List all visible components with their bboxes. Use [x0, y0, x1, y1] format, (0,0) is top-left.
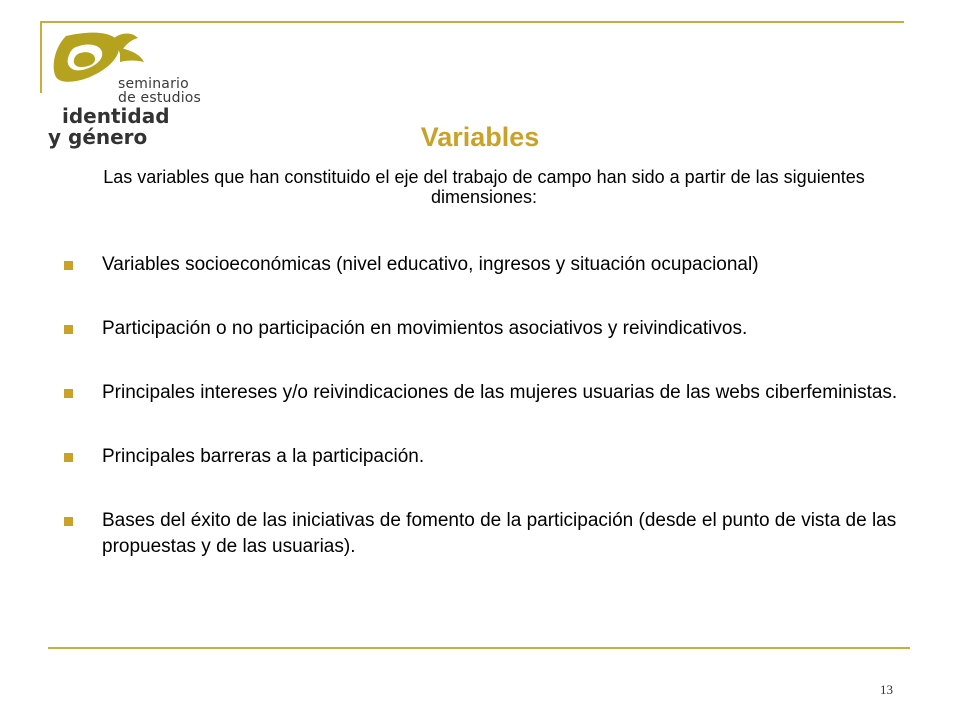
- list-item: [64, 316, 924, 342]
- square-bullet-icon: [64, 453, 73, 462]
- bottom-rule: [48, 647, 910, 649]
- page-number: 13: [880, 682, 893, 697]
- list-item: [64, 508, 924, 560]
- slide-title: Variables: [420, 122, 540, 152]
- left-rule: [40, 21, 42, 93]
- list-item-text: Variables socioeconómicas (nivel educativo, ingresos y situación ocupacional): [102, 254, 759, 275]
- top-rule: [40, 21, 904, 23]
- square-bullet-icon: [64, 261, 73, 270]
- intro-paragraph: Las variables que han constituido el eje del trabajo de campo han sido a partir de las siguientes dimensiones:: [103, 167, 865, 207]
- square-bullet-icon: [64, 517, 73, 526]
- list-item: [64, 380, 924, 406]
- bullet-list: [64, 252, 924, 560]
- logo-text-y-genero: y género: [48, 125, 148, 149]
- list-item-text: Principales intereses y/o reivindicaciones de las mujeres usuarias de las webs ciberfeministas.: [102, 382, 898, 403]
- list-item-text: Participación o no participación en movimientos asociativos y reivindicativos.: [102, 318, 748, 339]
- logo-text-seminario: seminario: [118, 76, 189, 92]
- list-item: [64, 444, 924, 470]
- logo-text-identidad: identidad: [62, 104, 170, 128]
- list-item-text: Bases del éxito de las iniciativas de fomento de la participación (desde el punto de vista de las propuestas y de las usuarias).: [102, 510, 897, 557]
- list-item-text: Principales barreras a la participación.: [102, 446, 425, 467]
- logo-text-de-estudios: de estudios: [118, 90, 202, 106]
- list-item: [64, 252, 924, 278]
- square-bullet-icon: [64, 389, 73, 398]
- square-bullet-icon: [64, 325, 73, 334]
